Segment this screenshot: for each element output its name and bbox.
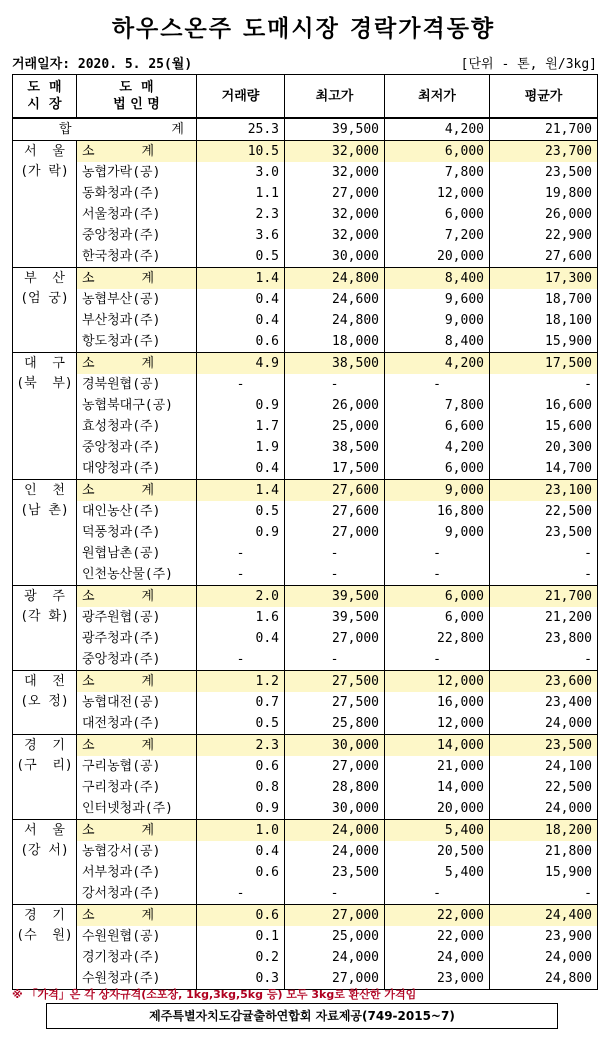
cell-max: 39,500 (285, 607, 385, 628)
cell-avg: 15,900 (490, 862, 598, 883)
market-name: 서 울 (강 서) (13, 820, 77, 905)
table-row (13, 183, 598, 204)
cell-max: - (285, 374, 385, 395)
cell-min: 9,000 (385, 480, 490, 502)
cell-min: 22,000 (385, 926, 490, 947)
cell-max: 25,800 (285, 713, 385, 735)
cell-volume: 0.6 (197, 331, 285, 353)
corp-name: 서울청과(주) (77, 204, 197, 225)
cell-volume: 0.1 (197, 926, 285, 947)
table-row (13, 289, 598, 310)
cell-volume: - (197, 883, 285, 905)
cell-max: 38,500 (285, 353, 385, 375)
subtotal-row (13, 480, 598, 502)
cell-avg: 15,900 (490, 331, 598, 353)
cell-avg: 24,400 (490, 905, 598, 927)
cell-min: 6,000 (385, 607, 490, 628)
corp-name: 한국청과(주) (77, 246, 197, 268)
cell-max: 27,000 (285, 522, 385, 543)
subtotal-row (13, 268, 598, 290)
cell-min: 12,000 (385, 183, 490, 204)
table-row (13, 522, 598, 543)
corp-name: 덕풍청과(주) (77, 522, 197, 543)
cell-volume: 10.5 (197, 141, 285, 163)
cell-min: 6,000 (385, 586, 490, 608)
cell-max: 38,500 (285, 437, 385, 458)
cell-max: 18,000 (285, 331, 385, 353)
market-name: 서 울 (가 락) (13, 141, 77, 268)
cell-min: 7,200 (385, 225, 490, 246)
cell-min: 12,000 (385, 671, 490, 693)
cell-volume: - (197, 374, 285, 395)
cell-min: 22,800 (385, 628, 490, 649)
cell-min: 4,200 (385, 437, 490, 458)
table-row (13, 756, 598, 777)
cell-avg: 14,700 (490, 458, 598, 480)
cell-max: 30,000 (285, 735, 385, 757)
table-row (13, 501, 598, 522)
cell-max: 27,500 (285, 692, 385, 713)
cell-max: 30,000 (285, 798, 385, 820)
corp-name: 농협가락(공) (77, 162, 197, 183)
cell-volume: 0.7 (197, 692, 285, 713)
cell-max: 24,600 (285, 289, 385, 310)
corp-name: 농협북대구(공) (77, 395, 197, 416)
total-max: 39,500 (285, 118, 385, 141)
corp-name: 부산청과(주) (77, 310, 197, 331)
cell-min: 21,000 (385, 756, 490, 777)
cell-volume: 3.0 (197, 162, 285, 183)
cell-volume: 0.6 (197, 862, 285, 883)
subtotal-row (13, 353, 598, 375)
cell-avg: 21,800 (490, 841, 598, 862)
table-row (13, 777, 598, 798)
cell-min: 23,000 (385, 968, 490, 990)
table-row (13, 437, 598, 458)
corp-name: 효성청과(주) (77, 416, 197, 437)
market-name: 대 전 (오 정) (13, 671, 77, 735)
cell-avg: 18,100 (490, 310, 598, 331)
corp-name: 대양청과(주) (77, 458, 197, 480)
header-market: 도 매 시 장 (13, 75, 77, 119)
cell-volume: 0.9 (197, 798, 285, 820)
cell-volume: 4.9 (197, 353, 285, 375)
cell-min: 16,000 (385, 692, 490, 713)
cell-max: 30,000 (285, 246, 385, 268)
cell-max: 24,800 (285, 310, 385, 331)
header-avg: 평균가 (490, 75, 598, 119)
page-title: 하우스온주 도매시장 경락가격동향 (111, 16, 496, 42)
cell-max: - (285, 543, 385, 564)
cell-max: 24,000 (285, 947, 385, 968)
cell-volume: 1.9 (197, 437, 285, 458)
subtotal-label: 소 계 (77, 820, 197, 842)
total-volume: 25.3 (197, 118, 285, 141)
table-row (13, 416, 598, 437)
header-min: 최저가 (385, 75, 490, 119)
cell-avg: 23,100 (490, 480, 598, 502)
cell-max: 27,000 (285, 905, 385, 927)
corp-name: 중앙청과(주) (77, 649, 197, 671)
cell-volume: 1.0 (197, 820, 285, 842)
cell-volume: 2.3 (197, 204, 285, 225)
corp-name: 중앙청과(주) (77, 225, 197, 246)
cell-avg: 17,300 (490, 268, 598, 290)
corp-name: 농협대전(공) (77, 692, 197, 713)
cell-min: 7,800 (385, 162, 490, 183)
table-header-row (13, 75, 598, 119)
cell-volume: 0.6 (197, 756, 285, 777)
cell-avg: 22,500 (490, 777, 598, 798)
cell-max: 24,800 (285, 268, 385, 290)
cell-max: 32,000 (285, 225, 385, 246)
cell-max: 27,000 (285, 628, 385, 649)
subtotal-label: 소 계 (77, 735, 197, 757)
cell-volume: 0.8 (197, 777, 285, 798)
table-row (13, 331, 598, 353)
source-box: 제주특별자치도감귤출하연합회 자료제공(749-2015~7) (46, 1003, 558, 1029)
cell-max: 28,800 (285, 777, 385, 798)
cell-avg: - (490, 374, 598, 395)
corp-name: 구리청과(주) (77, 777, 197, 798)
cell-volume: 3.6 (197, 225, 285, 246)
cell-min: 5,400 (385, 862, 490, 883)
table-row (13, 649, 598, 671)
cell-max: 23,500 (285, 862, 385, 883)
cell-max: - (285, 564, 385, 586)
cell-min: 12,000 (385, 713, 490, 735)
cell-avg: 27,600 (490, 246, 598, 268)
table-row (13, 395, 598, 416)
cell-max: 26,000 (285, 395, 385, 416)
table-row (13, 798, 598, 820)
cell-max: 27,500 (285, 671, 385, 693)
subtotal-label: 소 계 (77, 671, 197, 693)
corp-name: 수원원협(공) (77, 926, 197, 947)
cell-min: - (385, 649, 490, 671)
market-name: 대 구 (북 부) (13, 353, 77, 480)
subtotal-label: 소 계 (77, 141, 197, 163)
cell-volume: 2.3 (197, 735, 285, 757)
table-row (13, 564, 598, 586)
corp-name: 인터넷청과(주) (77, 798, 197, 820)
cell-avg: 17,500 (490, 353, 598, 375)
subtotal-label: 소 계 (77, 905, 197, 927)
cell-max: 17,500 (285, 458, 385, 480)
cell-avg: 23,800 (490, 628, 598, 649)
subtotal-label: 소 계 (77, 268, 197, 290)
table-row (13, 374, 598, 395)
subtotal-row (13, 671, 598, 693)
cell-avg: 15,600 (490, 416, 598, 437)
cell-avg: 23,500 (490, 522, 598, 543)
corp-name: 대전청과(주) (77, 713, 197, 735)
price-table (12, 74, 598, 990)
table-row (13, 862, 598, 883)
subtotal-label: 소 계 (77, 586, 197, 608)
cell-min: 22,000 (385, 905, 490, 927)
table-row (13, 162, 598, 183)
cell-avg: - (490, 649, 598, 671)
corp-name: 강서청과(주) (77, 883, 197, 905)
table-row (13, 543, 598, 564)
corp-name: 서부청과(주) (77, 862, 197, 883)
cell-min: 24,000 (385, 947, 490, 968)
subtotal-label: 소 계 (77, 480, 197, 502)
cell-avg: 18,700 (490, 289, 598, 310)
cell-avg: - (490, 883, 598, 905)
corp-name: 농협강서(공) (77, 841, 197, 862)
cell-max: 24,000 (285, 841, 385, 862)
total-min: 4,200 (385, 118, 490, 141)
cell-min: 20,000 (385, 798, 490, 820)
cell-volume: 0.4 (197, 289, 285, 310)
cell-max: 32,000 (285, 141, 385, 163)
corp-name: 농협부산(공) (77, 289, 197, 310)
cell-min: 20,500 (385, 841, 490, 862)
cell-avg: 21,700 (490, 586, 598, 608)
cell-min: 8,400 (385, 268, 490, 290)
market-name: 광 주 (각 화) (13, 586, 77, 671)
table-row (13, 841, 598, 862)
cell-max: 27,000 (285, 756, 385, 777)
table-row (13, 713, 598, 735)
cell-min: 6,600 (385, 416, 490, 437)
cell-volume: 1.4 (197, 268, 285, 290)
cell-min: 16,800 (385, 501, 490, 522)
cell-volume: 0.5 (197, 501, 285, 522)
cell-avg: 24,800 (490, 968, 598, 990)
trade-date: 거래일자: 2020. 5. 25(월) (12, 57, 193, 72)
footnote: ※ 「가격」은 각 상자규격(소포장, 1kg,3kg,5kg 등) 모두 3kg로 환산한 가격임 (12, 988, 417, 1001)
cell-avg: 24,000 (490, 798, 598, 820)
header-corp: 도 매 법 인 명 (77, 75, 197, 119)
cell-volume: 0.9 (197, 395, 285, 416)
cell-volume: 1.6 (197, 607, 285, 628)
subtotal-row (13, 735, 598, 757)
cell-volume: - (197, 564, 285, 586)
table-row (13, 628, 598, 649)
table-row (13, 607, 598, 628)
cell-volume: 2.0 (197, 586, 285, 608)
cell-volume: 0.4 (197, 841, 285, 862)
corp-name: 구리농협(공) (77, 756, 197, 777)
cell-avg: 22,500 (490, 501, 598, 522)
table-row (13, 458, 598, 480)
cell-avg: 24,000 (490, 947, 598, 968)
cell-min: 9,600 (385, 289, 490, 310)
header-max: 최고가 (285, 75, 385, 119)
corp-name: 대인농산(주) (77, 501, 197, 522)
cell-volume: 0.4 (197, 310, 285, 331)
cell-avg: 23,600 (490, 671, 598, 693)
cell-max: 24,000 (285, 820, 385, 842)
total-label: 합 계 (13, 118, 197, 141)
subtotal-label: 소 계 (77, 353, 197, 375)
table-row (13, 204, 598, 225)
cell-max: 25,000 (285, 416, 385, 437)
cell-min: 7,800 (385, 395, 490, 416)
cell-min: 9,000 (385, 522, 490, 543)
header-volume: 거래량 (197, 75, 285, 119)
cell-volume: - (197, 649, 285, 671)
cell-volume: 0.4 (197, 628, 285, 649)
cell-volume: 0.6 (197, 905, 285, 927)
market-name: 인 천 (남 촌) (13, 480, 77, 586)
cell-volume: 0.5 (197, 246, 285, 268)
cell-volume: 1.2 (197, 671, 285, 693)
cell-min: 6,000 (385, 141, 490, 163)
cell-max: 27,600 (285, 501, 385, 522)
table-row (13, 225, 598, 246)
cell-avg: 21,200 (490, 607, 598, 628)
cell-avg: 23,500 (490, 735, 598, 757)
cell-avg: - (490, 543, 598, 564)
cell-max: 25,000 (285, 926, 385, 947)
cell-avg: 23,900 (490, 926, 598, 947)
cell-min: 14,000 (385, 777, 490, 798)
cell-max: 32,000 (285, 162, 385, 183)
cell-avg: 24,000 (490, 713, 598, 735)
cell-avg: 16,600 (490, 395, 598, 416)
market-name: 경 기 (구 리) (13, 735, 77, 820)
cell-avg: 19,800 (490, 183, 598, 204)
corp-name: 광주원협(공) (77, 607, 197, 628)
corp-name: 중앙청과(주) (77, 437, 197, 458)
cell-min: 6,000 (385, 204, 490, 225)
corp-name: 경북원협(공) (77, 374, 197, 395)
cell-max: - (285, 883, 385, 905)
cell-min: 9,000 (385, 310, 490, 331)
cell-max: 27,600 (285, 480, 385, 502)
cell-volume: 0.9 (197, 522, 285, 543)
cell-min: 5,400 (385, 820, 490, 842)
cell-avg: 23,400 (490, 692, 598, 713)
table-row (13, 246, 598, 268)
cell-avg: 24,100 (490, 756, 598, 777)
cell-avg: 23,700 (490, 141, 598, 163)
cell-volume: - (197, 543, 285, 564)
cell-volume: 0.4 (197, 458, 285, 480)
cell-min: 4,200 (385, 353, 490, 375)
cell-max: 39,500 (285, 586, 385, 608)
cell-min: 8,400 (385, 331, 490, 353)
cell-avg: 23,500 (490, 162, 598, 183)
cell-volume: 1.1 (197, 183, 285, 204)
cell-avg: 26,000 (490, 204, 598, 225)
market-name: 부 산 (엄 궁) (13, 268, 77, 353)
corp-name: 경기청과(주) (77, 947, 197, 968)
table-row (13, 947, 598, 968)
corp-name: 원협남촌(공) (77, 543, 197, 564)
corp-name: 광주청과(주) (77, 628, 197, 649)
table-row (13, 692, 598, 713)
subtotal-row (13, 905, 598, 927)
cell-min: 20,000 (385, 246, 490, 268)
table-row (13, 926, 598, 947)
cell-max: 27,000 (285, 183, 385, 204)
corp-name: 수원청과(주) (77, 968, 197, 990)
cell-max: 27,000 (285, 968, 385, 990)
cell-min: 6,000 (385, 458, 490, 480)
cell-volume: 0.5 (197, 713, 285, 735)
cell-min: - (385, 543, 490, 564)
corp-name: 항도청과(주) (77, 331, 197, 353)
subtotal-row (13, 141, 598, 163)
cell-max: 32,000 (285, 204, 385, 225)
cell-max: - (285, 649, 385, 671)
unit-label: [단위 - 톤, 원/3kg] (460, 57, 597, 72)
table-row (13, 883, 598, 905)
total-row (13, 118, 598, 141)
table-row (13, 310, 598, 331)
corp-name: 동화청과(주) (77, 183, 197, 204)
cell-avg: 20,300 (490, 437, 598, 458)
cell-volume: 1.7 (197, 416, 285, 437)
cell-avg: - (490, 564, 598, 586)
cell-min: - (385, 883, 490, 905)
total-avg: 21,700 (490, 118, 598, 141)
cell-min: 14,000 (385, 735, 490, 757)
cell-volume: 0.3 (197, 968, 285, 990)
cell-avg: 22,900 (490, 225, 598, 246)
cell-min: - (385, 564, 490, 586)
subtotal-row (13, 586, 598, 608)
cell-volume: 1.4 (197, 480, 285, 502)
cell-avg: 18,200 (490, 820, 598, 842)
subtotal-row (13, 820, 598, 842)
cell-min: - (385, 374, 490, 395)
corp-name: 인천농산물(주) (77, 564, 197, 586)
market-name: 경 기 (수 원) (13, 905, 77, 990)
cell-volume: 0.2 (197, 947, 285, 968)
